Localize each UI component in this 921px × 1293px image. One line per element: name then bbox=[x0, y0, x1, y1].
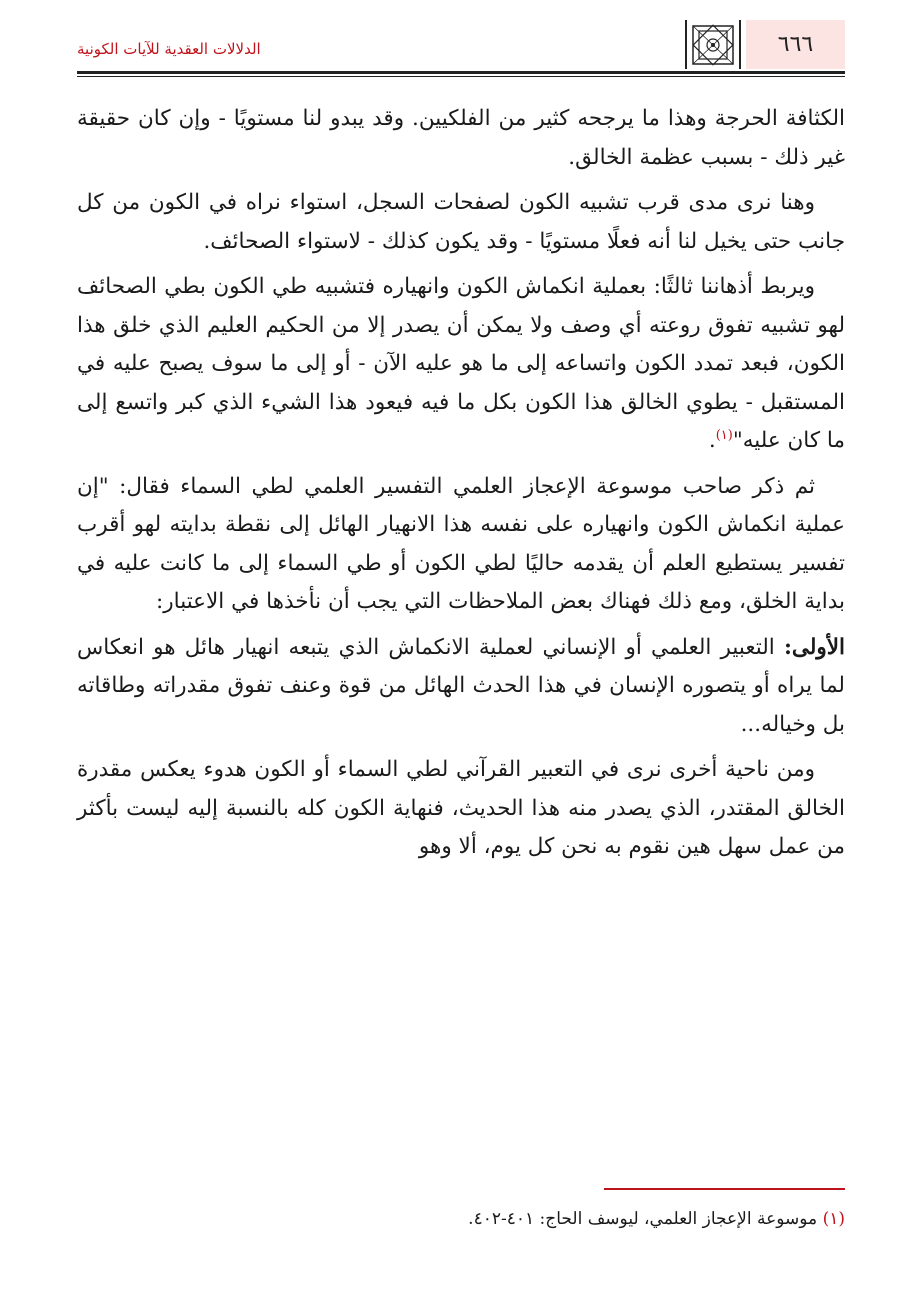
header-rule-thin bbox=[77, 76, 845, 77]
paragraph: ثم ذكر صاحب موسوعة الإعجاز العلمي التفسير العلمي لطي السماء فقال: "إن عملية انكماش الكون وانهياره على نفسه هذا الانهيار الهائل إلى نقطة بدايته لهو أقرب تفسير يستطيع العلم أن يقدمه حاليًا لطي الكون أو طي السماء إلى ما كانت عليه في بداية الخلق، ومع ذلك فهناك بعض الملاحظات التي يجب أن نأخذها في الاعتبار: bbox=[77, 473, 845, 614]
header-rule bbox=[77, 71, 845, 74]
page-header bbox=[77, 18, 845, 74]
footnote-reference[interactable]: (١) bbox=[715, 427, 733, 443]
paragraph: الأولى: التعبير العلمي أو الإنساني لعملية الانكماش الذي يتبعه انهيار هائل هو انعكاس لما يراه أو يتصوره الإنسان في هذا الحدث الهائل من قوة وعنف تفوق مقدراته وطاقاته بل وخياله... bbox=[77, 634, 845, 737]
body-text bbox=[77, 100, 845, 867]
page-number-box bbox=[746, 20, 845, 69]
page-number: ٦٦٦ bbox=[777, 32, 814, 57]
running-title: الدلالات العقدية للآيات الكونية bbox=[77, 40, 261, 58]
geometric-ornament-icon bbox=[685, 20, 741, 69]
footnote-text: موسوعة الإعجاز العلمي، ليوسف الحاج: ٤٠١-٤٠٢. bbox=[468, 1209, 818, 1229]
footnote-rule bbox=[604, 1188, 845, 1190]
paragraph: ويربط أذهاننا ثالثًا: بعملية انكماش الكون وانهياره فتشبيه طي الكون بطي الصحائف لهو تشبيه تفوق روعته أي وصف ولا يمكن أن يصدر إلا من الحكيم العليم الذي خلق هذا الكون، فبعد تمدد الكون واتساعه إلى ما هو عليه الآن - أو إلى ما سوف يصبح عليه في المستقبل - يطوي الخالق هذا الكون بكل ما فيه فيعود هذا الشيء الذي كبر واتسع إلى ما كان عليه"$^{(١)}$. bbox=[77, 274, 845, 453]
footnote bbox=[77, 1204, 845, 1234]
paragraph: وهنا نرى مدى قرب تشبيه الكون لصفحات السجل، استواء نراه في الكون من كل جانب حتى يخيل لنا أنه فعلًا مستويًا - وقد يكون كذلك - لاستواء الصحائف. bbox=[77, 190, 845, 254]
point-label: الأولى: bbox=[783, 634, 845, 660]
paragraph: ومن ناحية أخرى نرى في التعبير القرآني لطي السماء أو الكون هدوء يعكس مقدرة الخالق المقتدر، الذي يصدر منه هذا الحديث، فنهاية الكون كله بالنسبة إليه ليست بأكثر من عمل سهل هين نقوم به نحن كل يوم، ألا وهو bbox=[77, 757, 845, 859]
footnote-number: (١) bbox=[822, 1209, 845, 1229]
paragraph: الكثافة الحرجة وهذا ما يرجحه كثير من الفلكيين. وقد يبدو لنا مستويًا - وإن كان حقيقة غير ذلك - بسبب عظمة الخالق. bbox=[77, 106, 845, 170]
